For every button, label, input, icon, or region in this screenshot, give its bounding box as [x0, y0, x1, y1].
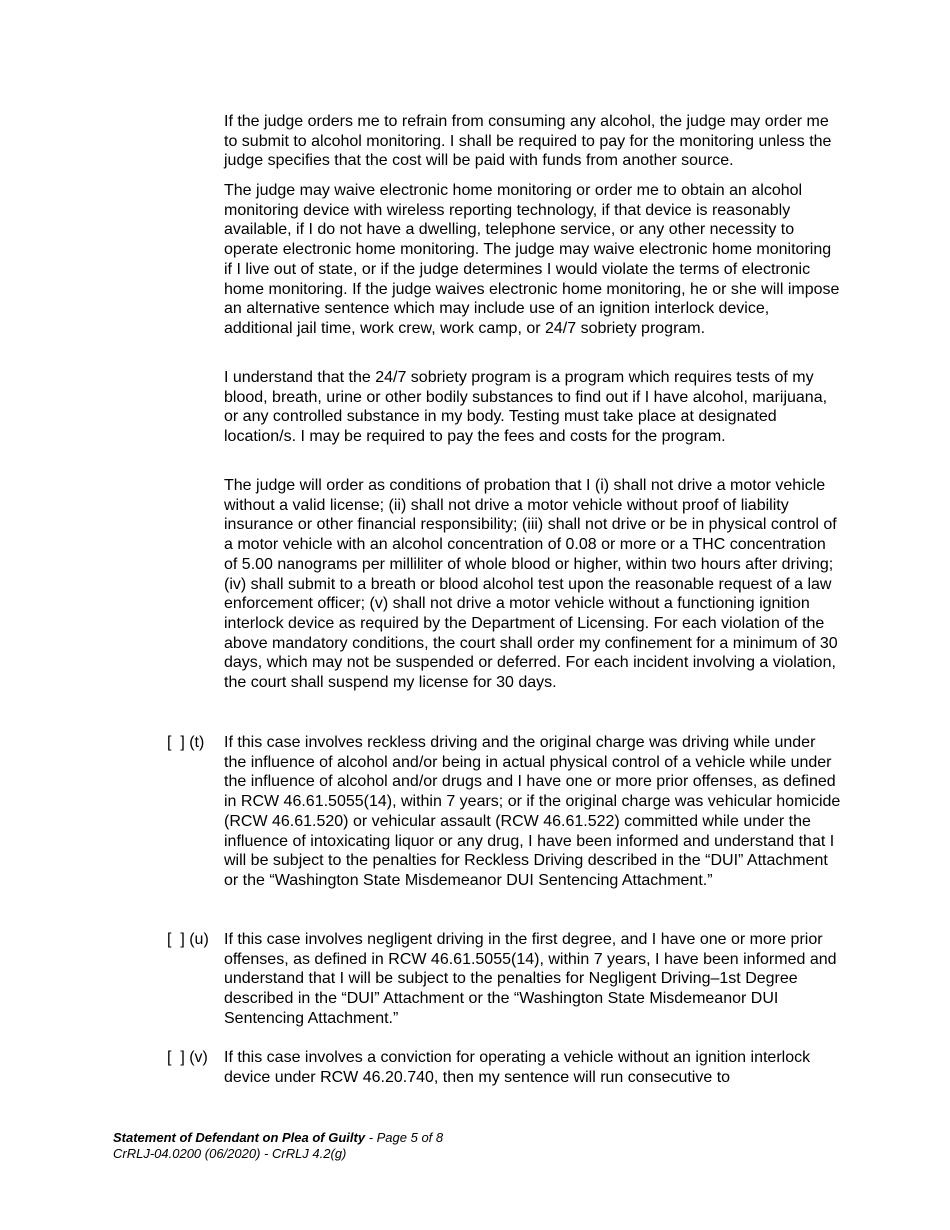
paragraph-alcohol-monitoring: If the judge orders me to refrain from consuming any alcohol, the judge may order me to submit to alcohol monitoring. I shall be required to pay for the monitoring unless the judge specifies that the cost will be paid with funds from another source. [224, 113, 832, 170]
item-v-text: If this case involves a conviction for operating a vehicle without an ignition interlock device under RCW 46.20.740, then my sentence will run consecutive to [224, 1049, 811, 1086]
item-t-text: If this case involves reckless driving and the original charge was driving while under the influence of alcohol and/or being in actual physical control of a vehicle while under the influence of alcohol and/or drugs and I have one or more prior offenses, as defined in RCW 46.61.5055(14), within 7 years; or if the original charge was vehicular homicide (RCW 46.61.520) or vehicular assault (RCW 46.61.522) committed while under the influence of intoxicating liquor or any drug, I have been informed and understand that I will be subject to the penalties for Reckless Driving described in the “DUI” Attachment or the “Washington State Misdemeanor DUI Sentencing Attachment.” [224, 734, 841, 889]
footer-form-code: CrRLJ-04.0200 (06/2020) - CrRLJ 4.2(g) [113, 1146, 347, 1161]
checkbox-item-u[interactable]: [ ] (u) [167, 931, 209, 948]
paragraph-probation-conditions: The judge will order as conditions of probation that I (i) shall not drive a motor vehicle without a valid license; (ii) shall not drive a motor vehicle without proof of liability insurance or other financial responsibility; (iii) shall not drive or be in physical control of a motor vehicle with an alcohol concentration of 0.08 or more or a THC concentration of 5.00 nanograms per milliliter of whole blood or higher, within two hours after driving; (iv) shall submit to a breath or blood alcohol test upon the reasonable request of a law enforcement officer; (v) shall not drive a motor vehicle without a functioning ignition interlock device as required by the Department of Licensing. For each violation of the above mandatory conditions, the court shall order my confinement for a minimum of 30 days, which may not be suspended or deferred. For each incident involving a violation, the court shall suspend my license for 30 days. [224, 477, 838, 692]
footer-title: Statement of Defendant on Plea of Guilty [113, 1130, 366, 1145]
checkbox-item-v[interactable]: [ ] (v) [167, 1049, 208, 1066]
item-u-text: If this case involves negligent driving in the first degree, and I have one or more prior offenses, as defined in RCW 46.61.5055(14), within 7 years, I have been informed and understand that I will be subject to the penalties for Negligent Driving–1st Degree described in the “DUI” Attachment or the “Washington State Misdemeanor DUI Sentencing Attachment.” [224, 931, 837, 1027]
paragraph-sobriety-program: I understand that the 24/7 sobriety program is a program which requires tests of my blood, breath, urine or other bodily substances to find out if I have alcohol, marijuana, or any controlled substance in my body. Testing must take place at designated location/s. I may be required to pay the fees and costs for the program. [224, 369, 828, 446]
footer-title-line [113, 1130, 443, 1146]
paragraph-electronic-home-monitoring: The judge may waive electronic home monitoring or order me to obtain an alcohol monitoring device with wireless reporting technology, if that device is reasonably available, if I do not have a dwelling, telephone service, or any other necessity to operate electronic home monitoring. The judge may waive electronic home monitoring if I live out of state, or if the judge determines I would violate the terms of electronic home monitoring. If the judge waives electronic home monitoring, he or she will impose an alternative sentence which may include use of an ignition interlock device, additional jail time, work crew, work camp, or 24/7 sobriety program. [224, 182, 840, 337]
page-footer [113, 1130, 443, 1162]
checkbox-item-t[interactable]: [ ] (t) [167, 734, 205, 751]
footer-page-info: - Page 5 of 8 [365, 1130, 444, 1145]
